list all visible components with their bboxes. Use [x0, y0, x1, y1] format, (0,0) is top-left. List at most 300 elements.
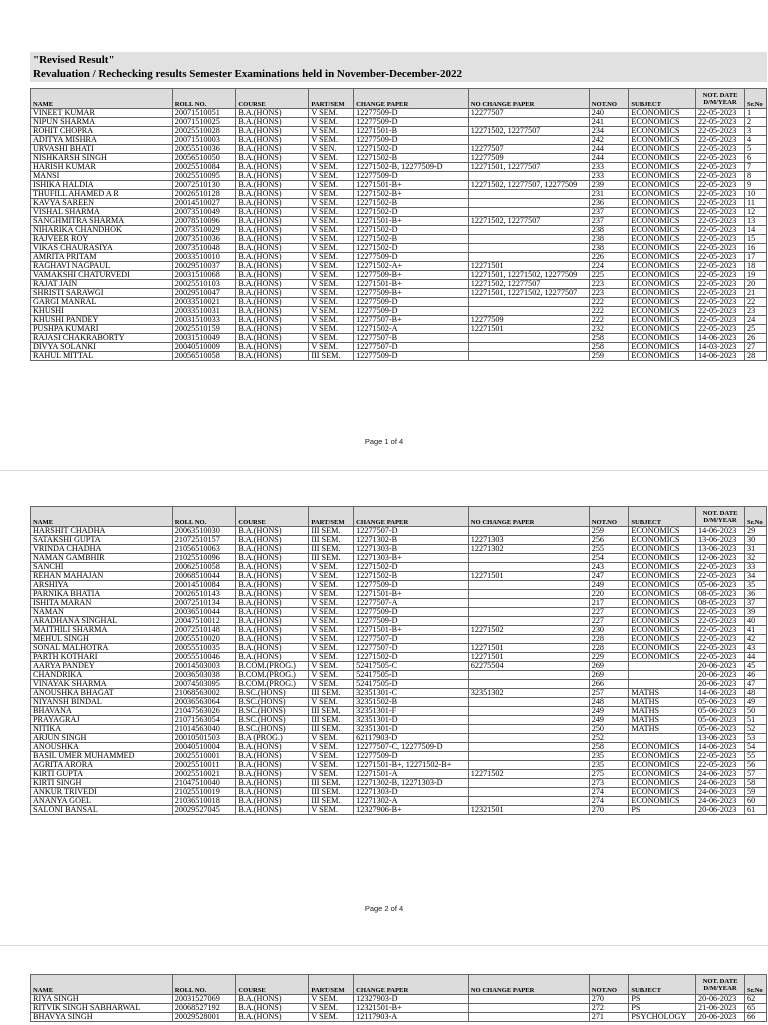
subject: ECONOMICS	[629, 316, 696, 325]
student-name: VISHAL SHARMA	[31, 208, 173, 217]
student-name: ARADHANA SINGHAL	[31, 617, 173, 626]
subject: MATHS	[629, 698, 696, 707]
roll-number: 20073510048	[172, 244, 236, 253]
no-change-paper: 12271502, 12277507, 12277509	[468, 181, 589, 190]
course: B.A.(HONS)	[236, 752, 309, 761]
course: B.SC.(HONS)	[236, 716, 309, 725]
part-sem: V SEM.	[309, 343, 354, 352]
table-header-row	[31, 89, 767, 109]
date-col-header: NOT. DATE D/M/YEAR	[696, 975, 745, 995]
student-name: SHRISTI SARAWGI	[31, 289, 173, 298]
no-change-paper: 12271501, 12271502, 12277509	[468, 271, 589, 280]
student-name: KHUSHI	[31, 307, 173, 316]
course: B.A.(HONS)	[236, 154, 309, 163]
notification-number: 272	[589, 1004, 629, 1013]
course: B.A.(HONS)	[236, 118, 309, 127]
subject: ECONOMICS	[629, 244, 696, 253]
notification-number: 220	[589, 590, 629, 599]
course: B.A.(HONS)	[236, 1004, 309, 1013]
notification-number: 255	[589, 545, 629, 554]
subject: ECONOMICS	[629, 163, 696, 172]
course-col-header: COURSE	[236, 89, 309, 109]
notification-date: 22-05-2023	[696, 653, 745, 662]
change-paper: 12277509-D	[354, 581, 469, 590]
course: B.SC.(HONS)	[236, 725, 309, 734]
table-row	[31, 298, 767, 307]
serial-number: 50	[745, 707, 767, 716]
serial-number: 14	[745, 226, 767, 235]
notification-date: 22-05-2023	[696, 563, 745, 572]
notification-date: 22-05-2023	[696, 136, 745, 145]
subject: ECONOMICS	[629, 181, 696, 190]
notification-date: 05-06-2023	[696, 581, 745, 590]
subject: ECONOMICS	[629, 127, 696, 136]
subject: ECONOMICS	[629, 343, 696, 352]
no-change-paper	[468, 226, 589, 235]
student-name: HARISH KUMAR	[31, 163, 173, 172]
notification-number: 238	[589, 235, 629, 244]
serial-number: 8	[745, 172, 767, 181]
course: B.A.(HONS)	[236, 995, 309, 1004]
table-row	[31, 154, 767, 163]
no-change-paper: 12277509	[468, 154, 589, 163]
student-name: ANANYA GOEL	[31, 797, 173, 806]
student-name: RAHUL MITTAL	[31, 352, 173, 361]
student-name: ROHIT CHOPRA	[31, 127, 173, 136]
table-row	[31, 707, 767, 716]
notification-number: 225	[589, 271, 629, 280]
table-row	[31, 680, 767, 689]
no-change-paper: 12271501	[468, 262, 589, 271]
notification-number: 244	[589, 145, 629, 154]
part-sem: V SEM.	[309, 761, 354, 770]
notification-number: 233	[589, 172, 629, 181]
table-row	[31, 626, 767, 635]
change-paper: 52417505-C	[354, 662, 469, 671]
notification-number: 229	[589, 653, 629, 662]
serial-number: 27	[745, 343, 767, 352]
serial-number: 24	[745, 316, 767, 325]
serial-number: 42	[745, 635, 767, 644]
change-paper: 12327903-D	[354, 995, 469, 1004]
course: B.A.(HONS)	[236, 181, 309, 190]
roll-number: 20033510031	[172, 307, 236, 316]
serial-number: 45	[745, 662, 767, 671]
subject: ECONOMICS	[629, 226, 696, 235]
serial-number: 22	[745, 298, 767, 307]
course: B.A.(HONS)	[236, 190, 309, 199]
change-paper: 12277507-B+	[354, 316, 469, 325]
part-sem: V SEM.	[309, 154, 354, 163]
no-change-paper: 12277507	[468, 109, 589, 118]
course: B.A.(HONS)	[236, 536, 309, 545]
notification-number: 222	[589, 316, 629, 325]
notification-date: 22-05-2023	[696, 163, 745, 172]
no-change-paper-col-header: NO CHANGE PAPER	[468, 507, 589, 527]
student-name: ADITYA MISHRA	[31, 136, 173, 145]
change-paper: 12277509-D	[354, 608, 469, 617]
notification-date: 14-06-2023	[696, 334, 745, 343]
change-paper: 12277507-D	[354, 343, 469, 352]
table-row	[31, 334, 767, 343]
course: B.A.(HONS)	[236, 163, 309, 172]
part-sem: V SEM.	[309, 662, 354, 671]
notification-number: 266	[589, 680, 629, 689]
table-row	[31, 289, 767, 298]
no-change-paper	[468, 680, 589, 689]
notification-number: 270	[589, 806, 629, 815]
roll-number: 20025510159	[172, 325, 236, 334]
no-change-paper: 62275504	[468, 662, 589, 671]
not-no-col-header: NOT.NO	[589, 89, 629, 109]
roll-number: 20040510004	[172, 743, 236, 752]
notification-number: 242	[589, 136, 629, 145]
notification-date: 05-06-2023	[696, 725, 745, 734]
course: B.A.(HONS)	[236, 325, 309, 334]
student-name: ISHIKA HALDIA	[31, 181, 173, 190]
no-change-paper	[468, 1004, 589, 1013]
notification-number: 258	[589, 334, 629, 343]
course: B.A.(HONS)	[236, 226, 309, 235]
notification-number: 240	[589, 109, 629, 118]
student-name: KIRTI GUPTA	[31, 770, 173, 779]
table-row	[31, 163, 767, 172]
change-paper: 12277509-D	[354, 172, 469, 181]
course: B.A.(HONS)	[236, 208, 309, 217]
notification-number: 236	[589, 199, 629, 208]
course-col-header: COURSE	[236, 507, 309, 527]
no-change-paper: 12271501	[468, 572, 589, 581]
no-change-paper: 12321501	[468, 806, 589, 815]
table-row	[31, 172, 767, 181]
subject: ECONOMICS	[629, 644, 696, 653]
part-sem: V SEM.	[309, 307, 354, 316]
notification-number: 274	[589, 797, 629, 806]
no-change-paper	[468, 698, 589, 707]
change-paper: 12277507-D	[354, 644, 469, 653]
notification-date: 22-05-2023	[696, 127, 745, 136]
notification-date: 08-05-2023	[696, 590, 745, 599]
part-sem: III SEM.	[309, 554, 354, 563]
part-sem: V SEM.	[309, 572, 354, 581]
notification-number: 231	[589, 190, 629, 199]
name-col-header: NAME	[31, 975, 173, 995]
student-name: PUSHPA KUMARI	[31, 325, 173, 334]
no-change-paper	[468, 298, 589, 307]
roll-number: 20025510095	[172, 172, 236, 181]
change-paper: 12271501-B+	[354, 626, 469, 635]
notification-date: 22-05-2023	[696, 172, 745, 181]
change-paper: 12271302-A	[354, 797, 469, 806]
no-change-paper: 12271303	[468, 536, 589, 545]
subject: ECONOMICS	[629, 743, 696, 752]
notification-number: 238	[589, 226, 629, 235]
subject	[629, 734, 696, 743]
change-paper: 12271501-B+	[354, 181, 469, 190]
table-row	[31, 208, 767, 217]
subject: ECONOMICS	[629, 217, 696, 226]
name-col-header: NAME	[31, 507, 173, 527]
notification-date: 05-06-2023	[696, 707, 745, 716]
subject	[629, 662, 696, 671]
notification-date: 20-06-2023	[696, 995, 745, 1004]
table-header-row	[31, 975, 767, 995]
roll-number: 20031527069	[172, 995, 236, 1004]
table-row	[31, 190, 767, 199]
serial-number: 51	[745, 716, 767, 725]
notification-number: 259	[589, 352, 629, 361]
no-change-paper: 32351302	[468, 689, 589, 698]
serial-number: 40	[745, 617, 767, 626]
roll-number: 20031510049	[172, 334, 236, 343]
student-name: AGRITA ARORA	[31, 761, 173, 770]
notification-date: 22-05-2023	[696, 217, 745, 226]
subject: ECONOMICS	[629, 334, 696, 343]
change-paper: 12271502-B+	[354, 190, 469, 199]
part-sem: V SEM.	[309, 199, 354, 208]
course: B.A.(HONS)	[236, 653, 309, 662]
roll-number: 21025510019	[172, 788, 236, 797]
subject: ECONOMICS	[629, 761, 696, 770]
change-paper: 12117903-A	[354, 1013, 469, 1022]
roll-number: 20026510128	[172, 190, 236, 199]
subject: ECONOMICS	[629, 527, 696, 536]
course: B.A.(HONS)	[236, 253, 309, 262]
notification-date: 14-06-2023	[696, 743, 745, 752]
notification-date: 22-05-2023	[696, 280, 745, 289]
change-paper: 12271502-D	[354, 244, 469, 253]
notification-date: 22-05-2023	[696, 262, 745, 271]
student-name: RITVIK SINGH SABHARWAL	[31, 1004, 173, 1013]
table-row	[31, 181, 767, 190]
notification-number: 217	[589, 599, 629, 608]
roll-number: 20033510021	[172, 298, 236, 307]
student-name: KIRTI SINGH	[31, 779, 173, 788]
part-col-header: PART/SEM	[309, 975, 354, 995]
serial-number: 11	[745, 199, 767, 208]
change-paper: 12271302-B	[354, 536, 469, 545]
course: B.A.(HONS)	[236, 235, 309, 244]
course: B.A.(HONS)	[236, 590, 309, 599]
roll-number: 20014510084	[172, 581, 236, 590]
roll-number: 21072510157	[172, 536, 236, 545]
serial-number: 34	[745, 572, 767, 581]
change-paper: 12277507-A	[354, 599, 469, 608]
sr-no-col-header: Sr.No	[745, 975, 767, 995]
student-name: RAJASI CHAKRABORTY	[31, 334, 173, 343]
roll-number: 20010501503	[172, 734, 236, 743]
table-row	[31, 316, 767, 325]
change-paper: 62117903-D	[354, 734, 469, 743]
serial-number: 30	[745, 536, 767, 545]
serial-number: 66	[745, 1013, 767, 1022]
notification-number: 275	[589, 770, 629, 779]
table-row	[31, 244, 767, 253]
roll-number: 20063510030	[172, 527, 236, 536]
part-sem: V SEM.	[309, 280, 354, 289]
roll-col-header: ROLL NO.	[172, 507, 236, 527]
page-number: Page 2 of 4	[364, 904, 404, 913]
serial-number: 60	[745, 797, 767, 806]
notification-number: 222	[589, 298, 629, 307]
table-row	[31, 617, 767, 626]
roll-number: 20056510058	[172, 352, 236, 361]
serial-number: 5	[745, 145, 767, 154]
change-paper: 12271303-B+	[354, 554, 469, 563]
part-sem: V SEM.	[309, 617, 354, 626]
course: B.A.(HONS)	[236, 307, 309, 316]
no-change-paper: 12271501	[468, 325, 589, 334]
no-change-paper	[468, 253, 589, 262]
notification-number: 239	[589, 181, 629, 190]
part-sem: V SEM.	[309, 118, 354, 127]
subject: ECONOMICS	[629, 599, 696, 608]
change-paper: 12271501-B+, 12271502-B+	[354, 761, 469, 770]
roll-col-header: ROLL NO.	[172, 975, 236, 995]
part-sem: III SEM.	[309, 779, 354, 788]
roll-number: 20055510035	[172, 644, 236, 653]
part-sem: III SEM.	[309, 707, 354, 716]
notification-date: 14-06-2023	[696, 689, 745, 698]
serial-number: 25	[745, 325, 767, 334]
document-page-3	[0, 945, 768, 1025]
student-name: ANOUSHKA	[31, 743, 173, 752]
student-name: MANSI	[31, 172, 173, 181]
notification-number: 249	[589, 716, 629, 725]
notification-number: 271	[589, 1013, 629, 1022]
serial-number: 43	[745, 644, 767, 653]
roll-number: 21014563040	[172, 725, 236, 734]
student-name: AMRITA PRITAM	[31, 253, 173, 262]
subject: ECONOMICS	[629, 563, 696, 572]
course: B.A (PROG.)	[236, 734, 309, 743]
roll-number: 20036503038	[172, 671, 236, 680]
no-change-paper	[468, 707, 589, 716]
serial-number: 56	[745, 761, 767, 770]
subject: ECONOMICS	[629, 617, 696, 626]
notification-date: 22-05-2023	[696, 572, 745, 581]
subject: PS	[629, 1004, 696, 1013]
student-name: NITIKA	[31, 725, 173, 734]
notification-date: 22-05-2023	[696, 208, 745, 217]
change-paper: 12271502-B	[354, 199, 469, 208]
part-sem: V SEM.	[309, 208, 354, 217]
change-paper: 12277509-D	[354, 253, 469, 262]
table-row	[31, 752, 767, 761]
course: B.A.(HONS)	[236, 352, 309, 361]
table-row	[31, 716, 767, 725]
subject: PS	[629, 806, 696, 815]
student-name: BASIL UMER MUHAMMED	[31, 752, 173, 761]
no-change-paper: 12271302	[468, 545, 589, 554]
table-row	[31, 307, 767, 316]
roll-number: 20040510009	[172, 343, 236, 352]
no-change-paper	[468, 743, 589, 752]
roll-number: 21036510018	[172, 797, 236, 806]
serial-number: 17	[745, 253, 767, 262]
roll-number: 20036563064	[172, 698, 236, 707]
student-name: SONAL MALHOTRA	[31, 644, 173, 653]
course: B.A.(HONS)	[236, 806, 309, 815]
table-row	[31, 527, 767, 536]
roll-number: 20025510001	[172, 752, 236, 761]
course: B.A.(HONS)	[236, 527, 309, 536]
subject: ECONOMICS	[629, 307, 696, 316]
student-name: REHAN MAHAJAN	[31, 572, 173, 581]
roll-number: 20026510143	[172, 590, 236, 599]
roll-number: 21047510040	[172, 779, 236, 788]
table-row	[31, 734, 767, 743]
notification-date: 13-06-2023	[696, 536, 745, 545]
notification-date: 14-06-2023	[696, 527, 745, 536]
notification-date: 20-06-2023	[696, 662, 745, 671]
notification-date: 14-06-2023	[696, 352, 745, 361]
not-no-col-header: NOT.NO	[589, 975, 629, 995]
serial-number: 7	[745, 163, 767, 172]
table-row	[31, 1004, 767, 1013]
date-col-header: NOT. DATE D/M/YEAR	[696, 507, 745, 527]
subject: ECONOMICS	[629, 779, 696, 788]
student-name: RIYA SINGH	[31, 995, 173, 1004]
course: B.A.(HONS)	[236, 743, 309, 752]
serial-number: 2	[745, 118, 767, 127]
no-change-paper	[468, 307, 589, 316]
serial-number: 61	[745, 806, 767, 815]
course: B.A.(HONS)	[236, 172, 309, 181]
change-paper: 12327906-B+	[354, 806, 469, 815]
no-change-paper	[468, 208, 589, 217]
no-change-paper	[468, 527, 589, 536]
roll-number: 21071563054	[172, 716, 236, 725]
student-name: NISHKARSH SINGH	[31, 154, 173, 163]
subject: ECONOMICS	[629, 199, 696, 208]
part-sem: V SEM.	[309, 163, 354, 172]
change-paper: 12271501-B+	[354, 590, 469, 599]
notification-number: 257	[589, 689, 629, 698]
table-row	[31, 608, 767, 617]
no-change-paper: 12277509	[468, 316, 589, 325]
notification-date: 22-05-2023	[696, 626, 745, 635]
student-name: RAGHAVI NAGPAUL	[31, 262, 173, 271]
change-paper: 12277509-D	[354, 617, 469, 626]
part-sem: V SEM.	[309, 770, 354, 779]
roll-number: 21056510063	[172, 545, 236, 554]
part-sem: V SEM.	[309, 581, 354, 590]
change-paper: 32351301-F	[354, 707, 469, 716]
subject: ECONOMICS	[629, 109, 696, 118]
no-change-paper	[468, 118, 589, 127]
table-row	[31, 343, 767, 352]
table-row	[31, 226, 767, 235]
notification-number: 247	[589, 572, 629, 581]
part-sem: V SEM.	[309, 1013, 354, 1022]
sr-no-col-header: Sr.No	[745, 89, 767, 109]
notification-number: 222	[589, 307, 629, 316]
subject: ECONOMICS	[629, 253, 696, 262]
course: B.A.(HONS)	[236, 280, 309, 289]
no-change-paper	[468, 725, 589, 734]
part-sem: V SEM.	[309, 262, 354, 271]
serial-number: 39	[745, 608, 767, 617]
serial-number: 47	[745, 680, 767, 689]
part-sem: V SEM.	[309, 289, 354, 298]
no-change-paper	[468, 235, 589, 244]
subject: ECONOMICS	[629, 635, 696, 644]
part-sem: V SEM.	[309, 316, 354, 325]
roll-number: 20071510025	[172, 118, 236, 127]
subject: ECONOMICS	[629, 626, 696, 635]
student-name: KHUSHI PANDEY	[31, 316, 173, 325]
